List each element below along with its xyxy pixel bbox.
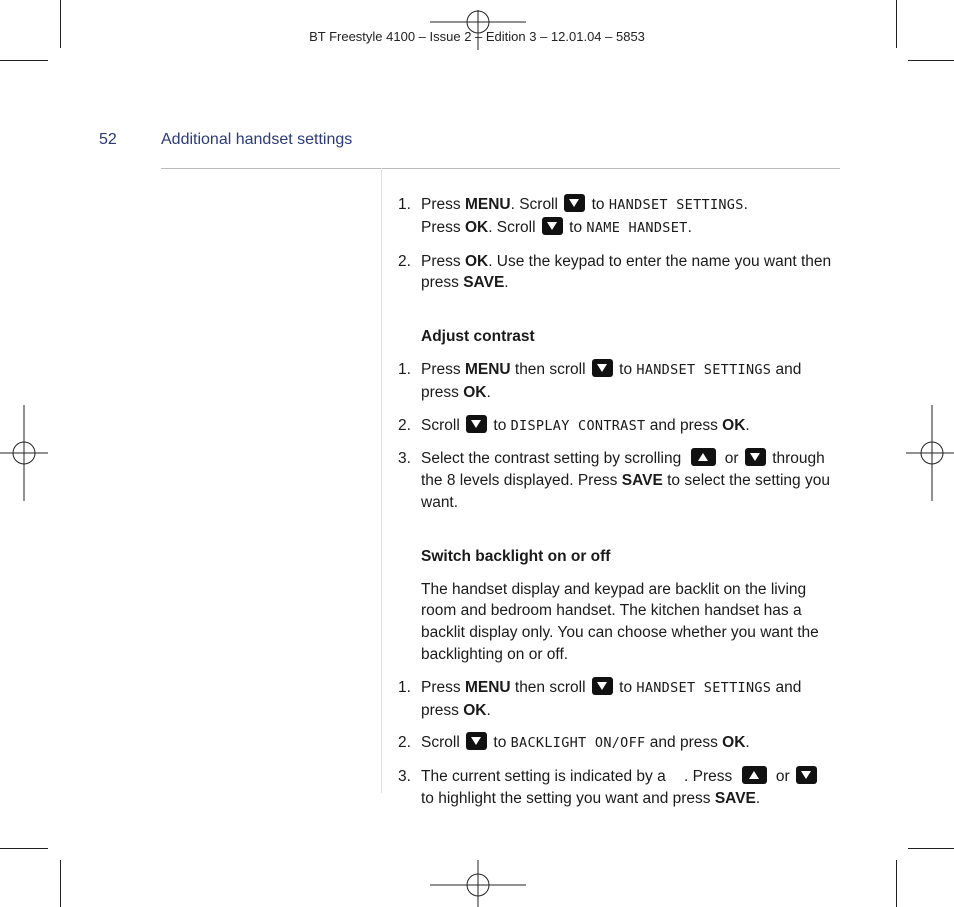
registration-mark-icon	[0, 405, 48, 501]
list-item	[398, 732, 838, 755]
section-title: Additional handset settings	[161, 131, 353, 148]
backlight-intro: The handset display and keypad are backlit on the living room and bedroom handset. The kitchen handset has a backlit display only. You can choose whether you want the backlighting on or off.	[421, 580, 819, 663]
list-item	[398, 677, 838, 722]
step-number: 1.	[398, 678, 411, 696]
up-arrow-key-icon	[742, 766, 767, 784]
page-number: 52	[99, 131, 117, 148]
step-text: Scroll to DISPLAY CONTRAST and press OK.	[421, 416, 750, 434]
down-arrow-key-icon	[466, 732, 487, 750]
backlight-heading: Switch backlight on or off	[421, 547, 611, 565]
list-item	[398, 359, 838, 404]
down-arrow-key-icon	[564, 194, 585, 212]
down-arrow-key-icon	[466, 415, 487, 433]
contrast-heading: Adjust contrast	[421, 328, 535, 346]
step-text: Select the contrast setting by scrolling or through the 8 levels displayed. Press SAVE to select the setting you want.	[421, 450, 830, 511]
down-arrow-key-icon	[745, 448, 766, 466]
crop-mark	[908, 60, 954, 61]
step-number: 1.	[398, 196, 411, 213]
step-text: The current setting is indicated by a . Press or to highlight the setting you want and press SAVE.	[421, 766, 838, 810]
step-text: Press MENU then scroll to HANDSET SETTINGS and press OK.	[421, 360, 802, 401]
step-number: 1.	[398, 360, 411, 378]
down-arrow-key-icon	[592, 677, 613, 695]
step-text: Press OK. Use the keypad to enter the name you want then press SAVE.	[421, 252, 832, 292]
crop-mark	[896, 860, 897, 907]
list-item	[398, 415, 838, 438]
instructions	[398, 194, 838, 821]
down-arrow-key-icon	[542, 217, 563, 235]
step-number: 3.	[398, 450, 411, 468]
registration-mark-icon	[430, 860, 526, 907]
list-item	[398, 194, 838, 240]
down-arrow-key-icon	[796, 766, 817, 784]
step-text: Press MENU. Scroll to HANDSET SETTINGS. Press OK. Scroll to NAME HANDSET.	[421, 196, 748, 236]
print-slug: BT Freestyle 4100 – Issue 2 – Edition 3 – 12.01.04 – 5853	[309, 29, 645, 44]
header-rule	[161, 168, 840, 169]
crop-mark	[60, 860, 61, 907]
column-divider	[381, 168, 382, 793]
step-text: Scroll to BACKLIGHT ON/OFF and press OK.	[421, 734, 750, 752]
step-number: 2.	[398, 416, 411, 434]
list-item	[398, 448, 838, 513]
step-number: 2.	[398, 734, 411, 752]
step-number: 2.	[398, 252, 411, 270]
step-number: 3.	[398, 768, 411, 786]
step-text: Press MENU then scroll to HANDSET SETTINGS and press OK.	[421, 678, 802, 719]
registration-mark-icon	[906, 405, 954, 501]
crop-mark	[908, 848, 954, 849]
down-arrow-key-icon	[592, 359, 613, 377]
crop-mark	[0, 848, 48, 849]
up-arrow-key-icon	[691, 448, 716, 466]
list-item	[398, 766, 838, 810]
list-item	[398, 251, 838, 295]
crop-mark	[0, 60, 48, 61]
